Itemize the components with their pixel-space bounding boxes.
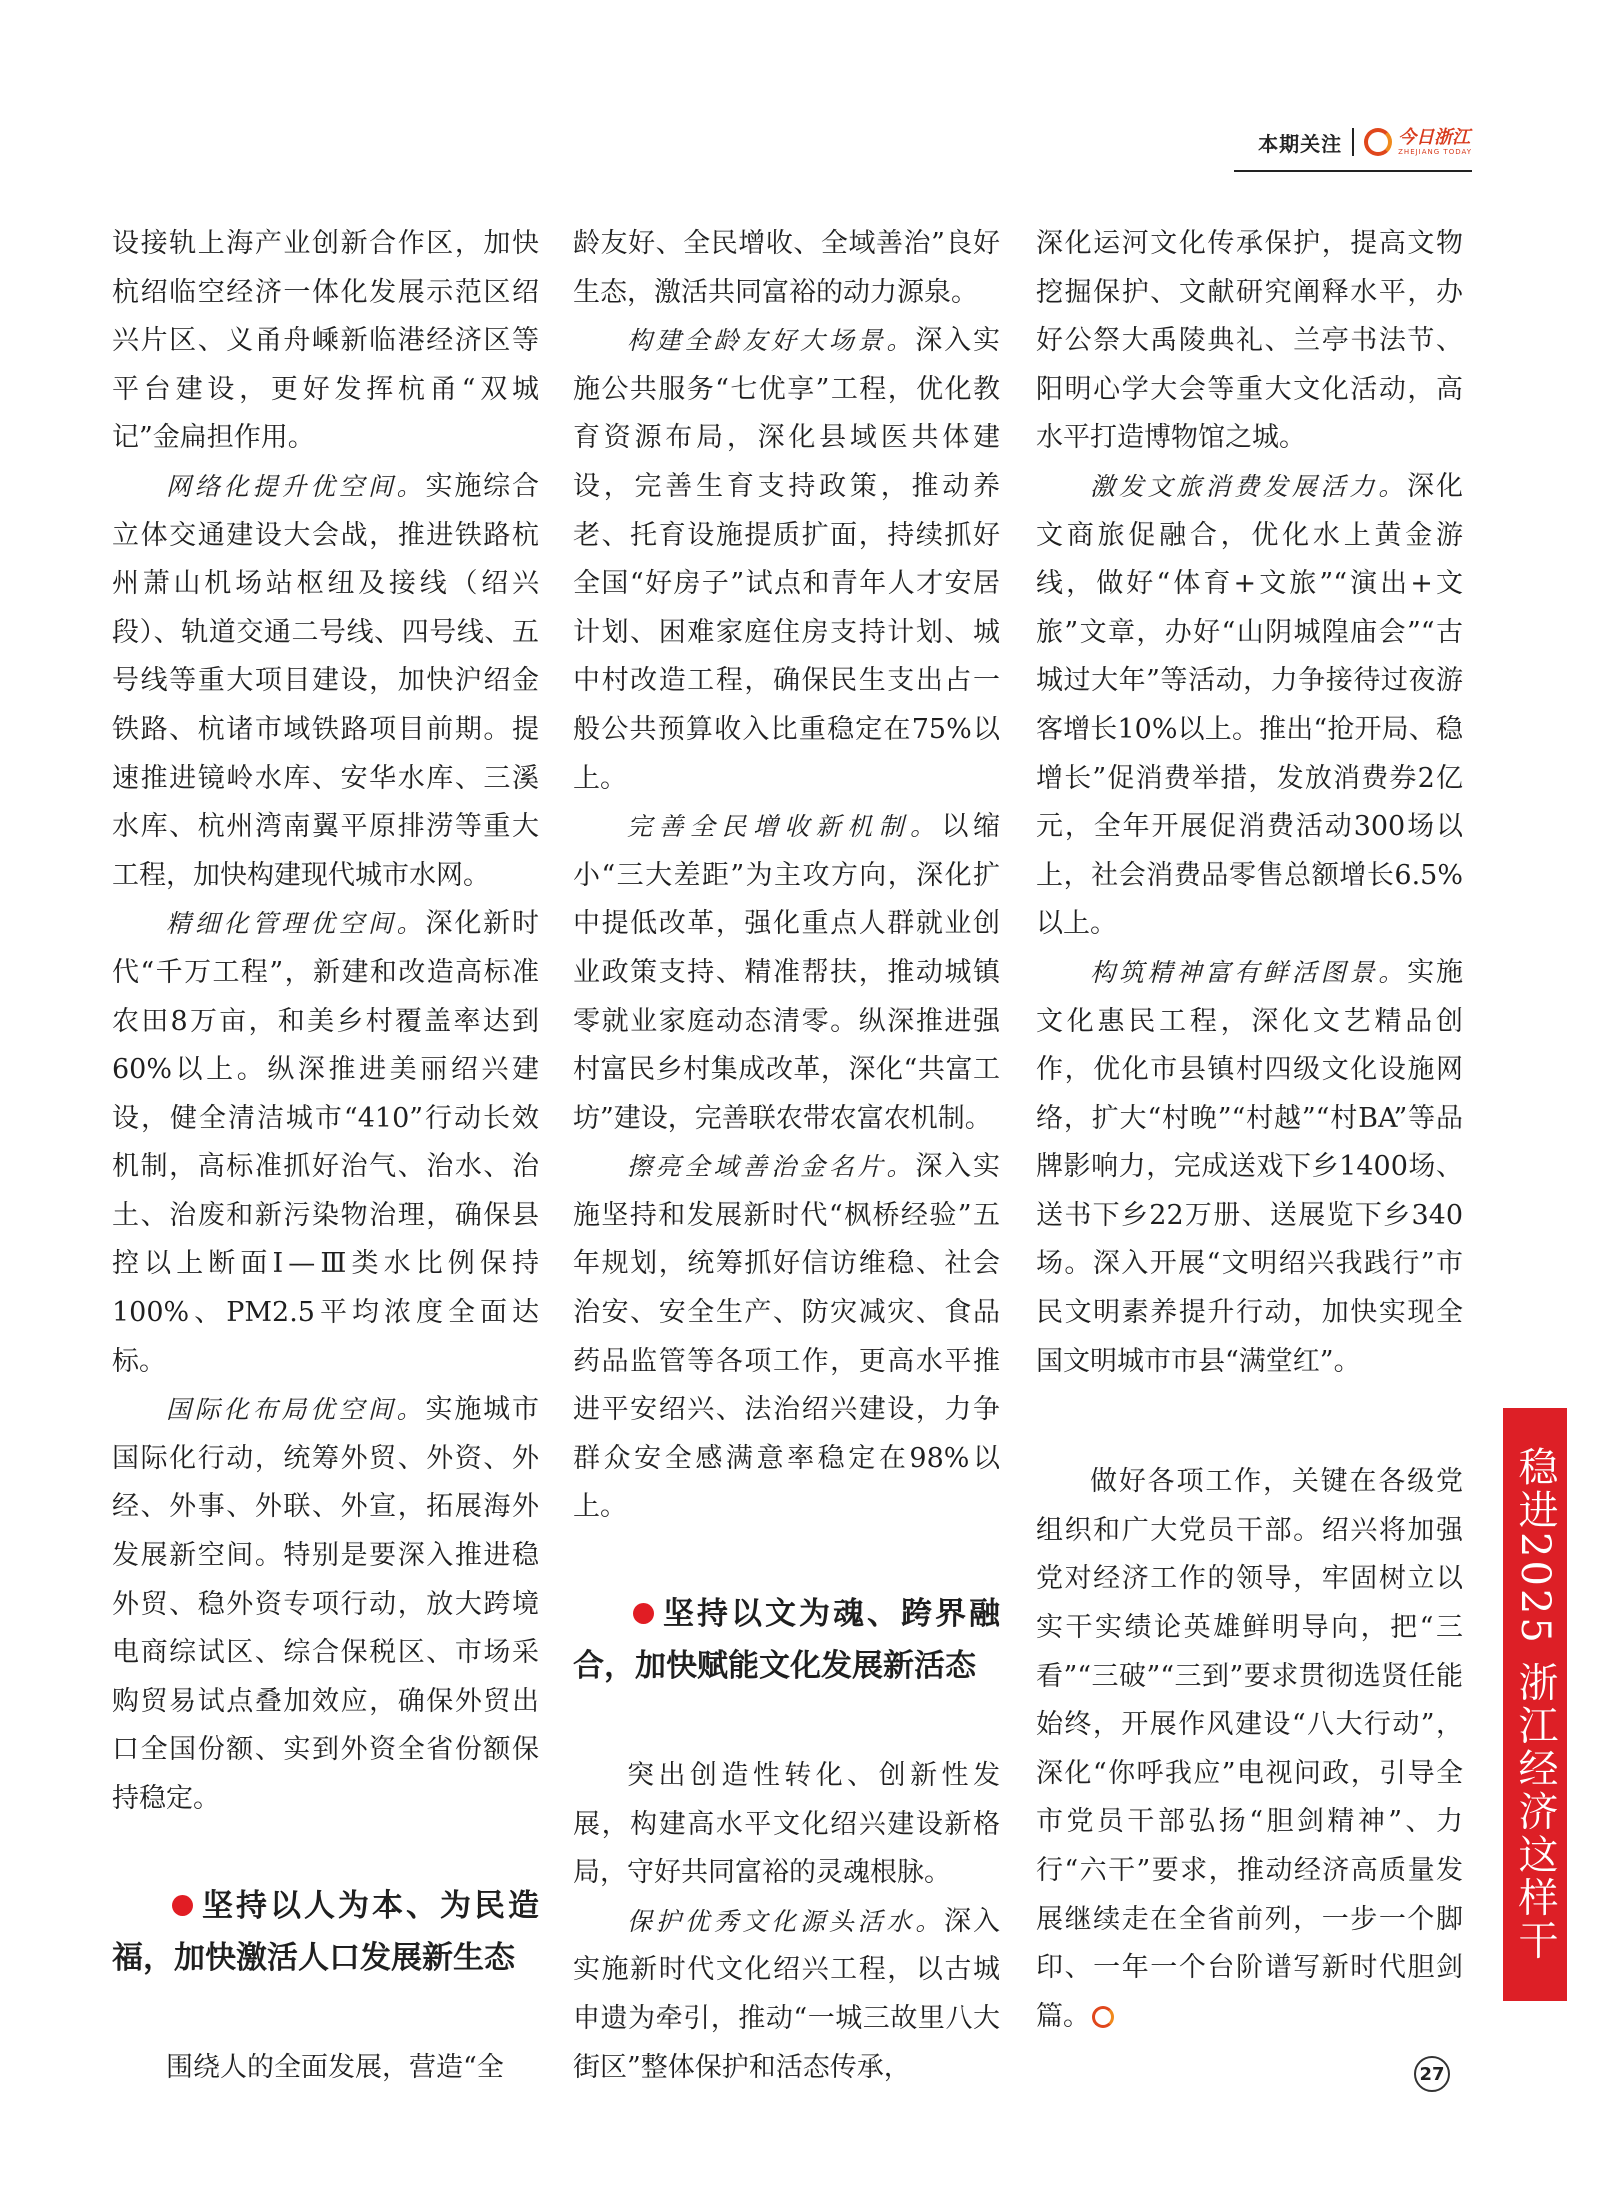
paragraph (112, 900, 539, 1386)
paragraph: 龄友好、全民增收、全域善治”良好生态，激活共同富裕的动力源泉。 (573, 228, 1000, 308)
lead-phrase: 激发文旅消费发展活力。 (1090, 471, 1408, 501)
paragraph-text: 做好各项工作，关键在各级党组织和广大党员干部。绍兴将加强党对经济工作的领导，牢固树立以实干实绩论英雄鲜明导向，把“三看”“三破”“三到”要求贯彻选贤任能始终，开展作风建设“八大行动”，深化“你呼我应”电视问政，引导全市党员干部弘扬“胆剑精神”、力行“六干”要求，推动经济高质量发展继续走在全省前列，一步一个脚印、一年一个台阶谱写新时代胆剑篇。 (1036, 1466, 1463, 2032)
logo-en-text: ZHEJIANG TODAY (1398, 147, 1472, 156)
paragraph (573, 1143, 1000, 1532)
paragraph (1036, 949, 1463, 1386)
bullet-icon (633, 1603, 654, 1624)
column-gap (1036, 1386, 1463, 1458)
lead-phrase: 构筑精神富有鲜活图景。 (1090, 957, 1408, 987)
lead-phrase: 完善全民增收新机制。 (627, 812, 942, 842)
paragraph-text: 深入实施公共服务“七优享”工程，优化教育资源布局，深化县域医共体建设，完善生育支持政策，推动养老、托育设施提质扩面，持续抓好全国“好房子”试点和青年人才安居计划、困难家庭住房支持计划、城中村改造工程，确保民生支出占一般公共预算收入比重稳定在75%以上。 (573, 325, 1000, 794)
heading-text: 坚持以文为魂、跨界融合，加快赋能文化发展新活态 (573, 1596, 1000, 1685)
bullet-icon (172, 1895, 193, 1916)
lead-phrase: 保护优秀文化源头活水。 (627, 1906, 945, 1936)
column-1 (112, 220, 539, 2092)
logo (1398, 126, 1472, 156)
paragraph: 围绕人的全面发展，营造“全 (166, 2051, 504, 2083)
end-mark-icon (1092, 2006, 1114, 2028)
paragraph-text: 实施综合立体交通建设大会战，推进铁路杭州萧山机场站枢纽及接线（绍兴段）、轨道交通二号线、四号线、五号线等重大项目建设，加快沪绍金铁路、杭诸市域铁路项目前期。提速推进镜岭水库、安华水库、三溪水库、杭州湾南翼平原排涝等重大工程，加快构建现代城市水网。 (112, 470, 539, 891)
paragraph-text: 以缩小“三大差距”为主攻方向，深化扩中提低改革，强化重点人群就业创业政策支持、精准帮扶，推动城镇零就业家庭动态清零。纵深推进强村富民乡村集成改革，深化“共富工坊”建设，完善联农带农富农机制。 (573, 811, 1000, 1134)
page-header (1258, 124, 1472, 160)
lead-phrase: 构建全龄友好大场景。 (627, 326, 916, 356)
logo-cn-text: 今日浙江 (1398, 126, 1471, 148)
heading-text: 坚持以人为本、为民造福，加快激活人口发展新生态 (112, 1887, 539, 1976)
paragraph: 深化运河文化传承保护，提高文物挖掘保护、文献研究阐释水平，办好公祭大禹陵典礼、兰亭书法节、阳明心学大会等重大文化活动，高水平打造博物馆之城。 (1036, 228, 1463, 454)
paragraph (112, 1386, 539, 1823)
paragraph-text: 实施文化惠民工程，深化文艺精品创作，优化市县镇村四级文化设施网络，扩大“村晚”“村越”“村BA”等品牌影响力，完成送戏下乡1400场、送书下乡22万册、送展览下乡340场。深入开展“文明绍兴我践行”市民文明素养提升行动，加快实现全国文明城市市县“满堂红”。 (1036, 956, 1463, 1377)
section-heading (112, 1880, 539, 1984)
lead-phrase: 擦亮全域善治金名片。 (627, 1152, 916, 1182)
header-rule (1234, 170, 1472, 172)
paragraph-text: 深入实施坚持和发展新时代“枫桥经验”五年规划，统筹抓好信访维稳、社会治安、安全生产、防灾减灾、食品药品监管等各项工作，更高水平推进平安绍兴、法治绍兴建设，力争群众安全感满意率稳定在98%以上。 (573, 1151, 1000, 1523)
paragraph (1036, 463, 1463, 949)
page-number: 27 (1414, 2056, 1450, 2092)
lead-phrase: 精细化管理优空间。 (166, 909, 426, 939)
paragraph: 突出创造性转化、创新性发展，构建高水平文化绍兴建设新格局，守好共同富裕的灵魂根脉。 (573, 1760, 1000, 1889)
section-heading (573, 1588, 1000, 1692)
paragraph: 设接轨上海产业创新合作区，加快杭绍临空经济一体化发展示范区绍兴片区、义甬舟嵊新临港经济区等平台建设，更好发挥杭甬“双城记”金扁担作用。 (112, 228, 539, 454)
paragraph-text: 实施城市国际化行动，统筹外贸、外资、外经、外事、外联、外宣，拓展海外发展新空间。特别是要深入推进稳外贸、稳外资专项行动，放大跨境电商综试区、综合保税区、市场采购贸易试点叠加效应，确保外贸出口全国份额、实到外资全省份额保持稳定。 (112, 1394, 539, 1814)
column-2 (573, 220, 1000, 2092)
paragraph (112, 463, 539, 900)
paragraph-text: 深化新时代“千万工程”，新建和改造高标准农田8万亩，和美乡村覆盖率达到60%以上。纵深推进美丽绍兴建设，健全清洁城市“410”行动长效机制，高标准抓好治气、治水、治土、治废和新污染物治理，确保县控以上断面Ⅰ—Ⅲ类水比例保持100%、PM2.5平均浓度全面达标。 (112, 908, 539, 1377)
header-separator (1352, 128, 1354, 156)
paragraph (573, 317, 1000, 803)
paragraph-text: 深入实施新时代文化绍兴工程，以古城申遗为牵引，推动“一城三故里八大街区”整体保护和活态传承， (573, 1905, 1000, 2083)
column-3 (1036, 220, 1463, 2041)
side-tab-text: 稳进2025 浙江经济这样干 (1512, 1446, 1558, 1963)
paragraph (573, 803, 1000, 1143)
paragraph (573, 1898, 1000, 2092)
paragraph-text: 深化文商旅促融合，优化水上黄金游线，做好“体育+文旅”“演出+文旅”文章，办好“山阴城隍庙会”“古城过大年”等活动，力争接待过夜游客增长10%以上。推出“抢开局、稳增长”促消费举措，发放消费券2亿元，全年开展促消费活动300场以上，社会消费品零售总额增长6.5%以上。 (1036, 470, 1463, 940)
side-tab (1503, 1408, 1567, 2001)
paragraph (1036, 1458, 1463, 2041)
lead-phrase: 国际化布局优空间。 (166, 1395, 426, 1425)
section-label: 本期关注 (1258, 131, 1343, 156)
logo-icon (1364, 128, 1392, 156)
lead-phrase: 网络化提升优空间。 (166, 471, 426, 501)
